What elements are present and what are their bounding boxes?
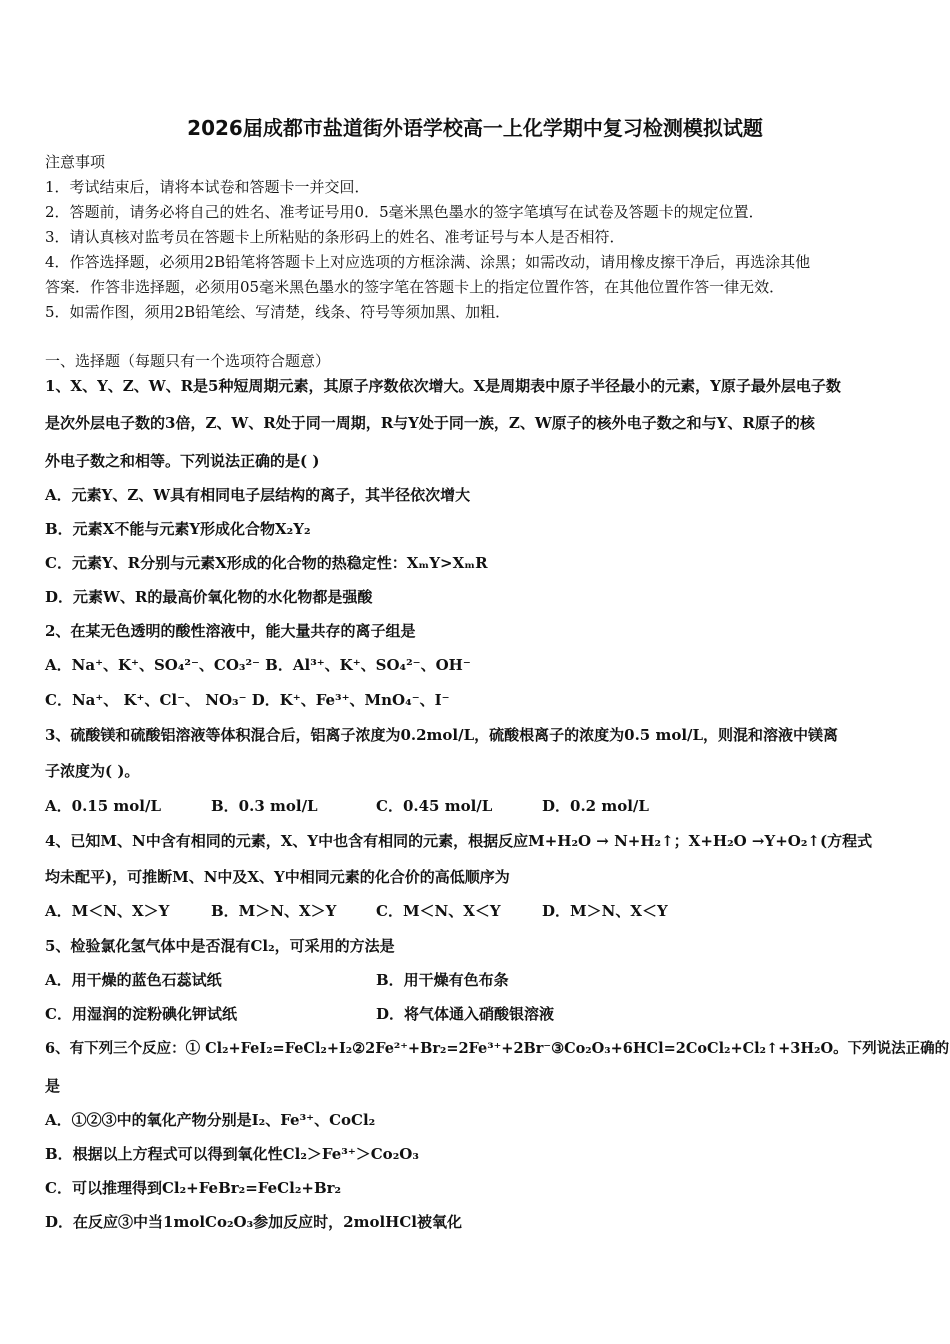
- notice-item-5: 5．如需作图，须用2B铅笔绘、写清楚，线条、符号等须加黑、加粗．: [45, 303, 511, 321]
- q2-options-cd: C．Na⁺、 K⁺、Cl⁻、 NO₃⁻ D．K⁺、Fe³⁺、MnO₄⁻、I⁻: [45, 691, 450, 709]
- q4-option-a: A．M＜N、X＞Y: [45, 902, 170, 920]
- q1-stem-line1: 1、X、Y、Z、W、R是5种短周期元素，其原子序数依次增大。X是周期表中原子半径最小的元素，Y原子最外层电子数: [45, 377, 841, 395]
- q4-option-d: D．M＞N、X＜Y: [542, 902, 668, 920]
- q4-stem-line2: 均未配平)，可推断M、N中及X、Y中相同元素的化合价的高低顺序为: [45, 868, 510, 886]
- q5-option-a: A．用干燥的蓝色石蕊试纸: [45, 971, 222, 989]
- q3-stem-line2: 子浓度为( )。: [45, 762, 140, 780]
- q5-stem: 5、检验氯化氢气体中是否混有Cl₂，可采用的方法是: [45, 937, 395, 955]
- q6-stem-line1: 6、有下列三个反应：① Cl₂+FeI₂=FeCl₂+I₂②2Fe²⁺+Br₂=2Fe³⁺+2Br⁻③Co₂O₃+6HCl=2CoCl₂+Cl₂↑+3H₂O。下列说法正确的: [45, 1040, 950, 1057]
- q3-option-b: B．0.3 mol/L: [211, 797, 318, 815]
- q1-stem-line2: 是次外层电子数的3倍，Z、W、R处于同一周期，R与Y处于同一族，Z、W原子的核外电子数之和与Y、R原子的核: [45, 414, 815, 432]
- notice-item-3: 3．请认真核对监考员在答题卡上所粘贴的条形码上的姓名、准考证号与本人是否相符．: [45, 228, 625, 246]
- q4-option-c: C．M＜N、X＜Y: [376, 902, 501, 920]
- q3-option-c: C．0.45 mol/L: [376, 797, 493, 815]
- q6-option-a: A．①②③中的氧化产物分别是I₂、Fe³⁺、CoCl₂: [45, 1111, 376, 1129]
- page-title: 2026届成都市盐道街外语学校高一上化学期中复习检测模拟试题: [187, 116, 763, 140]
- q1-option-c: C．元素Y、R分别与元素X形成的化合物的热稳定性：XₘY>XₘR: [45, 554, 488, 572]
- q1-option-d: D．元素W、R的最高价氧化物的水化物都是强酸: [45, 588, 373, 606]
- q6-option-c: C．可以推理得到Cl₂+FeBr₂=FeCl₂+Br₂: [45, 1179, 342, 1197]
- q3-stem-line1: 3、硫酸镁和硫酸铝溶液等体积混合后，铝离子浓度为0.2mol/L，硫酸根离子的浓度为0.5 mol/L，则混和溶液中镁离: [45, 726, 839, 744]
- q6-option-b: B．根据以上方程式可以得到氧化性Cl₂＞Fe³⁺＞Co₂O₃: [45, 1145, 419, 1163]
- q5-option-d: D．将气体通入硝酸银溶液: [376, 1005, 555, 1023]
- notice-item-1: 1．考试结束后，请将本试卷和答题卡一并交回．: [45, 178, 370, 196]
- notice-heading: 注意事项: [45, 153, 106, 171]
- q5-option-c: C．用湿润的淀粉碘化钾试纸: [45, 1005, 237, 1023]
- notice-item-2: 2．答题前，请务必将自己的姓名、准考证号用0．5毫米黑色墨水的签字笔填写在试卷及答题卡的规定位置．: [45, 203, 764, 221]
- q3-option-a: A．0.15 mol/L: [45, 797, 161, 815]
- q1-option-b: B．元素X不能与元素Y形成化合物X₂Y₂: [45, 520, 311, 538]
- q3-option-d: D．0.2 mol/L: [542, 797, 649, 815]
- q4-stem-line1: 4、已知M、N中含有相同的元素，X、Y中也含有相同的元素，根据反应M+H₂O → N+H₂↑；X+H₂O →Y+O₂↑(方程式: [45, 832, 873, 850]
- q2-stem: 2、在某无色透明的酸性溶液中，能大量共存的离子组是: [45, 622, 416, 640]
- q2-options-ab: A．Na⁺、K⁺、SO₄²⁻、CO₃²⁻ B．Al³⁺、K⁺、SO₄²⁻、OH⁻: [45, 656, 471, 674]
- notice-item-4-cont: 答案．作答非选择题，必须用05毫米黑色墨水的签字笔在答题卡上的指定位置作答，在其他位置作答一律无效．: [45, 278, 785, 296]
- section-heading: 一、选择题（每题只有一个选项符合题意）: [45, 352, 331, 370]
- q6-option-d: D．在反应③中当1molCo₂O₃参加反应时，2molHCl被氧化: [45, 1213, 462, 1231]
- notice-item-4: 4．作答选择题，必须用2B铅笔将答题卡上对应选项的方框涂满、涂黑；如需改动，请用橡皮擦干净后，再选涂其他: [45, 253, 811, 271]
- q6-stem-line2: 是: [45, 1077, 61, 1095]
- q1-option-a: A．元素Y、Z、W具有相同电子层结构的离子，其半径依次增大: [45, 486, 471, 504]
- q4-option-b: B．M＞N、X＞Y: [211, 902, 337, 920]
- q5-option-b: B．用干燥有色布条: [376, 971, 509, 989]
- q1-stem-line3: 外电子数之和相等。下列说法正确的是( ): [45, 452, 320, 470]
